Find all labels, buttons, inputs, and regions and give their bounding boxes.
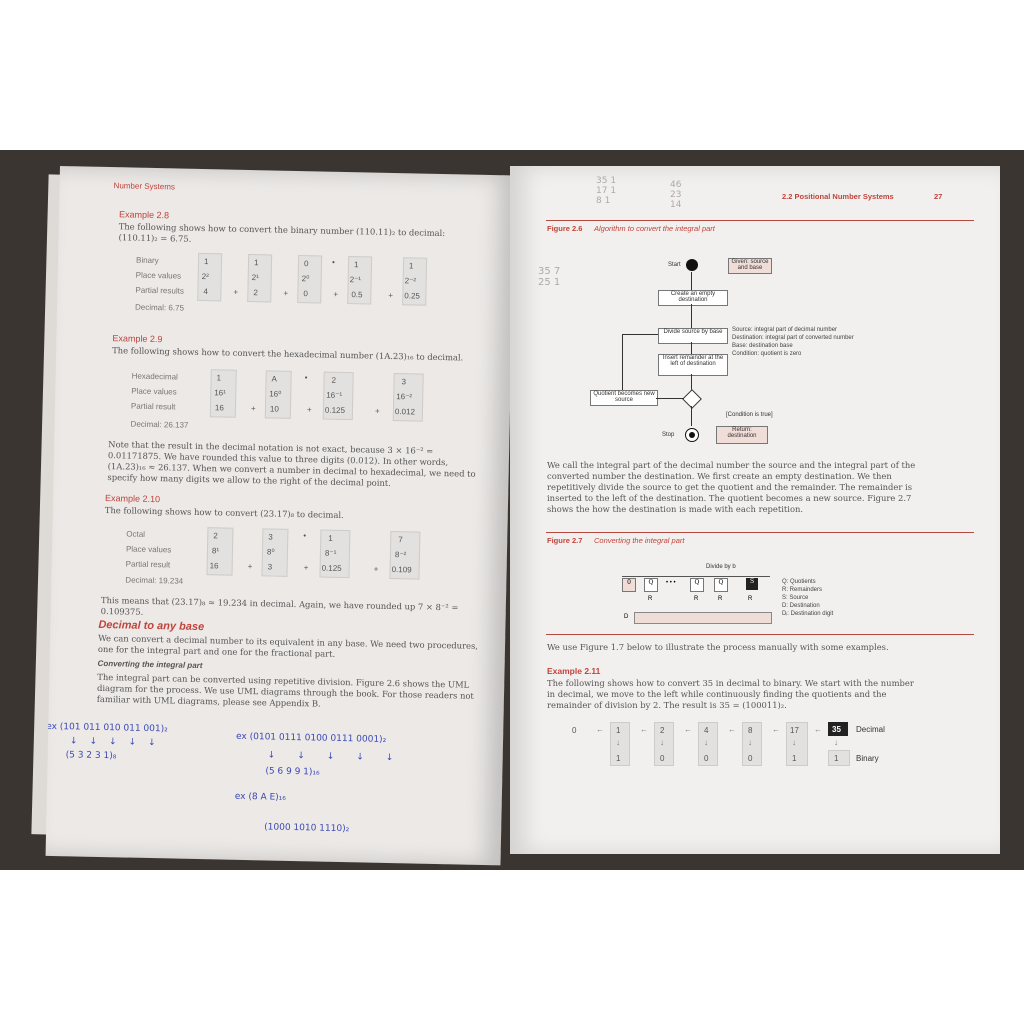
binary-digit: 0 — [303, 259, 309, 269]
hex-digit: 1 — [216, 373, 222, 383]
example-2-8-title: Example 2.8 — [118, 209, 170, 221]
running-head-right: 2.2 Positional Number Systems — [782, 192, 894, 201]
ellipsis: • • • — [666, 580, 676, 586]
r-label: R — [718, 596, 723, 602]
condition-label: [Condition is true] — [726, 412, 773, 418]
row-label: Place values — [131, 386, 177, 397]
binary-label: Binary — [856, 754, 879, 763]
down-arrow: ↓ — [660, 738, 664, 747]
partial-result: 0.5 — [351, 290, 363, 300]
start-node — [686, 259, 698, 271]
left-arrow: ← — [728, 725, 736, 734]
plus-sign: + — [283, 288, 289, 298]
plus-sign: + — [233, 287, 239, 297]
section-paragraph: We can convert a decimal number to its equivalent in any base. We need two procedures, one for the integral part and one for the fractional part. — [97, 632, 479, 659]
left-arrow: ← — [640, 725, 648, 734]
destination-row — [634, 612, 772, 624]
octal-digit: 3 — [268, 532, 273, 542]
place-value: 16⁻¹ — [326, 390, 343, 400]
r-label: R — [748, 596, 753, 602]
example-2-10-intro: The following shows how to convert (23.17)₈ to decimal. — [104, 505, 344, 521]
left-arrow: ← — [596, 725, 604, 734]
handwritten-line: ex (0101 0111 0100 0111 0001)₂ — [235, 731, 387, 745]
figure-2-7-label: Figure 2.7 — [547, 536, 583, 545]
paragraph-2: We use Figure 1.7 below to illustrate the process manually with some examples. — [547, 642, 889, 652]
hex-point: • — [304, 373, 308, 383]
means-paragraph: This means that (23.17)₈ ≈ 19.234 in decimal. Again, we have rounded up 7 × 8⁻² = 0.109375. — [100, 594, 459, 617]
handwritten-line: ex (101 011 010 011 001)₂ — [46, 721, 168, 735]
q-box: Q — [690, 578, 704, 592]
octal-digit: 1 — [328, 533, 333, 543]
partial-result: 0 — [303, 289, 308, 299]
row-label: Hexadecimal — [131, 371, 178, 382]
handwritten-line: ex (8 A E)₁₆ — [234, 791, 287, 803]
create-destination-step: Create an empty destination — [658, 290, 728, 306]
down-arrow: ↓ — [616, 738, 620, 747]
down-arrow: ↓ — [834, 738, 838, 747]
example-2-9-title: Example 2.9 — [112, 333, 163, 345]
handwritten-arrows: ↓↓↓↓↓ — [69, 736, 168, 749]
pencil-mark: 46 23 14 — [670, 180, 682, 210]
example-2-9-intro: The following shows how to convert the hexadecimal number (1A.23)₁₆ to decimal. — [112, 345, 464, 363]
quotient: 0 — [572, 726, 577, 735]
quotient: 17 — [790, 726, 799, 735]
partial-result: 16 — [214, 403, 224, 413]
decimal-result: Decimal: 19.234 — [125, 575, 184, 586]
plus-sign: + — [303, 563, 309, 573]
figure-notes: Source: integral part of decimal number Destination: integral part of converted number Base: destination base Condition: quotient is zero — [732, 327, 854, 357]
place-value: 2⁻¹ — [349, 275, 362, 285]
place-value: 2¹ — [251, 273, 259, 283]
d-label: D — [624, 614, 629, 620]
remainder: 0 — [748, 754, 753, 763]
quotient-step: Quotient becomes new source — [590, 390, 658, 406]
stop-label: Stop — [662, 432, 675, 438]
remainder: 0 — [704, 754, 709, 763]
octal-digit: 2 — [213, 531, 218, 541]
row-label: Octal — [126, 529, 146, 539]
binary-point: • — [331, 257, 335, 267]
note-paragraph: Note that the result in the decimal notation is not exact, because 3 × 16⁻² = 0.01171875. We have rounded this value to three digits (0.012). In other words, (1A.23)₁₆ ≈ 26.137. When we convert a number in decimal to hexadecimal, we need to specify how many digits we allow to the right of the decimal point. — [107, 439, 476, 488]
partial-result: 4 — [203, 287, 208, 297]
r-label: R — [648, 596, 653, 602]
plus-sign: + — [333, 289, 339, 299]
pencil-mark: 35 7 25 1 — [538, 266, 561, 288]
row-label: Place values — [135, 270, 182, 281]
partial-result: 3 — [267, 562, 273, 572]
down-arrow: ↓ — [792, 738, 796, 747]
q-box: Q — [644, 578, 658, 592]
page-number: 27 — [934, 192, 943, 201]
hex-digit: 3 — [401, 377, 407, 387]
partial-result: 10 — [269, 404, 279, 414]
right-page — [510, 166, 1000, 854]
given-note: Given: source and base — [728, 258, 772, 274]
remainder: 0 — [660, 754, 665, 763]
start-label: Start — [668, 262, 681, 268]
row-label: Partial results — [135, 285, 184, 296]
octal-point: • — [303, 531, 307, 541]
left-arrow: ← — [814, 725, 822, 734]
quotient: 4 — [704, 726, 709, 735]
quotient: 35 — [832, 725, 841, 734]
plus-sign: + — [388, 290, 394, 301]
decimal-result: Decimal: 26.137 — [130, 419, 189, 430]
divide-by-label: Divide by b — [706, 564, 736, 570]
left-page — [46, 166, 515, 865]
handwritten-line: (1000 1010 1110)₂ — [264, 822, 350, 835]
remainder: 1 — [834, 754, 839, 763]
decimal-label: Decimal — [856, 725, 885, 734]
section-title: Decimal to any base — [98, 618, 205, 634]
partial-result: 0.012 — [394, 407, 416, 417]
row-label: Partial result — [130, 401, 176, 412]
place-value: 8⁻² — [394, 550, 407, 560]
down-arrow: ↓ — [704, 738, 708, 747]
plus-sign: + — [374, 406, 380, 416]
subsection-title: Converting the integral part — [97, 658, 203, 671]
place-value: 16⁰ — [269, 389, 282, 399]
down-arrow: ↓ — [748, 738, 752, 747]
place-value: 8⁻¹ — [324, 548, 337, 558]
place-value: 2⁻² — [404, 276, 417, 286]
subsection-paragraph: The integral part can be converted using repetitive division. Figure 2.6 shows the UML diagram for the process. We use UML diagrams through the book. For those readers not familiar with UML diagrams, please see Appendix B. — [96, 671, 474, 709]
figure-2-6-caption: Algorithm to convert the integral part — [594, 224, 715, 233]
plus-sign: + — [306, 405, 312, 415]
handwritten-line: (5 6 9 9 1)₁₆ — [265, 766, 320, 778]
left-arrow: ← — [772, 725, 780, 734]
q-box: Q — [714, 578, 728, 592]
place-value: 8¹ — [211, 546, 220, 556]
hex-digit: 2 — [331, 375, 337, 385]
divide-source-step: Divide source by base — [658, 328, 728, 344]
plus-sign: + — [373, 564, 379, 574]
figure-2-6-label: Figure 2.6 — [547, 224, 583, 233]
quotient: 8 — [748, 726, 753, 735]
pencil-mark: 35 1 17 1 8 1 — [596, 176, 617, 206]
example-2-8-intro: The following shows how to convert the binary number (110.11)₂ to decimal: (110.11)₂ = 6.75. — [118, 221, 446, 244]
binary-digit: 1 — [408, 261, 414, 271]
binary-digit: 1 — [253, 258, 259, 268]
place-value: 2² — [201, 271, 209, 282]
plus-sign: + — [247, 562, 253, 572]
partial-result: 0.109 — [391, 565, 412, 575]
left-arrow: ← — [684, 725, 692, 734]
place-value: 2⁰ — [301, 274, 310, 284]
return-note: Return: destination — [716, 426, 768, 444]
r-label: R — [694, 596, 699, 602]
partial-result: 16 — [209, 561, 219, 571]
partial-result: 2 — [253, 288, 258, 298]
running-head-left: Number Systems — [113, 181, 176, 192]
decision-diamond — [682, 389, 702, 409]
partial-result: 0.25 — [404, 291, 421, 301]
place-value: 16⁻² — [396, 392, 413, 402]
remainder: 1 — [616, 754, 621, 763]
row-label: Binary — [135, 255, 159, 266]
row-label: Place values — [125, 544, 172, 555]
handwritten-line: (5 3 2 3 1)₈ — [65, 750, 117, 762]
hex-digit: A — [271, 374, 278, 384]
place-value: 8⁰ — [266, 547, 275, 557]
place-value: 16¹ — [214, 388, 226, 398]
source-box: S — [746, 578, 758, 590]
zero-box: 0 — [622, 578, 636, 592]
row-label: Partial result — [125, 559, 171, 570]
plus-sign: + — [250, 404, 256, 414]
octal-digit: 7 — [398, 535, 403, 545]
quotient: 2 — [660, 726, 665, 735]
decimal-result: Decimal: 6.75 — [134, 302, 185, 313]
partial-result: 0.125 — [321, 563, 342, 573]
insert-remainder-step: Insert remainder at the left of destination — [658, 354, 728, 376]
figure-2-7-caption: Converting the integral part — [594, 536, 685, 545]
binary-digit: 1 — [203, 257, 209, 267]
partial-result: 0.125 — [324, 405, 346, 416]
quotient: 1 — [616, 726, 621, 735]
stop-node — [685, 428, 699, 442]
example-2-11-title: Example 2.11 — [547, 666, 601, 676]
example-2-10-title: Example 2.10 — [104, 493, 161, 505]
remainder: 1 — [792, 754, 797, 763]
figure-2-7-legend: Q: Quotients R: Remainders S: Source D: Destination Dᵢ: Destination digit — [782, 579, 834, 617]
paragraph-1: We call the integral part of the decimal number the source and the integral part of the converted number the destination. We first create an empty destination. We then repetitively divide the source to get the quotient and the remainder. The remainder is inserted to the left of the destination. The quotient becomes a new source. Figure 2.7 shows the how the destination is made with each repetition. — [547, 460, 916, 514]
example-2-11-text: The following shows how to convert 35 in decimal to binary. We start with the number in decimal, we move to the left while continuously finding the quotients and the remainder of division by 2. The result is 35 = (100011)₂. — [547, 678, 914, 710]
handwritten-arrows: ↓↓↓↓↓ — [267, 750, 416, 764]
binary-digit: 1 — [353, 260, 359, 270]
